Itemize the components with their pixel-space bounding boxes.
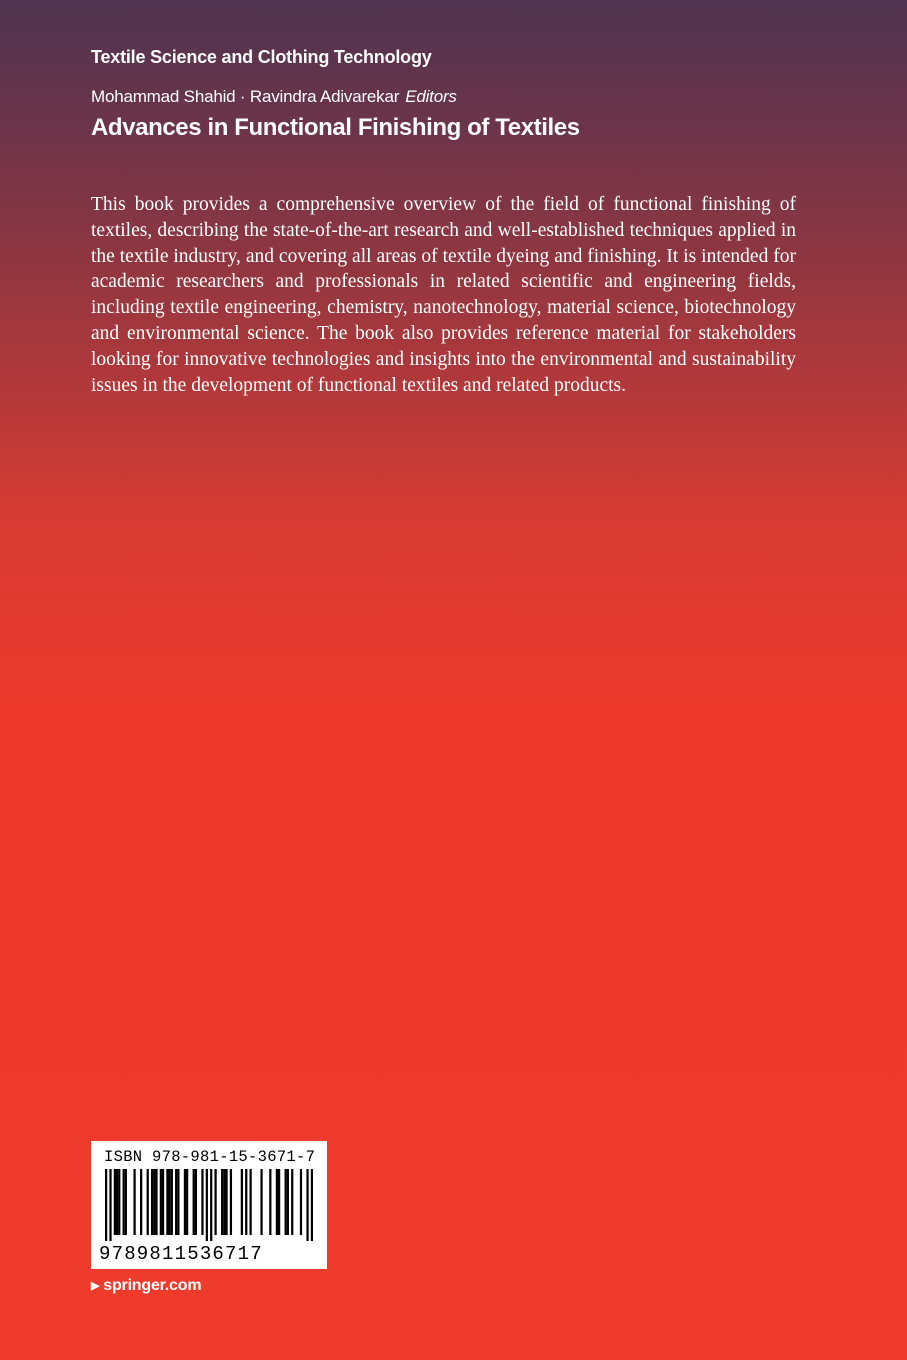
barcode-bar	[201, 1169, 203, 1235]
barcode-bar	[175, 1169, 177, 1235]
barcode-bar	[155, 1169, 157, 1235]
book-title: Advances in Functional Finishing of Textiles	[91, 114, 580, 141]
barcode-bar	[166, 1169, 168, 1235]
barcode-bar	[123, 1169, 125, 1235]
barcode-bar	[287, 1169, 289, 1235]
editors-line	[91, 87, 457, 107]
barcode-bar	[133, 1169, 135, 1235]
barcode-bar	[291, 1169, 293, 1235]
barcode-bar	[162, 1169, 164, 1235]
barcode-digits: 9789811536717	[99, 1243, 263, 1265]
publisher-link[interactable]	[91, 1277, 201, 1295]
barcode-bar	[195, 1169, 197, 1235]
barcode-bar	[116, 1169, 118, 1235]
barcode-bar	[118, 1169, 120, 1235]
barcode-bar	[140, 1169, 142, 1235]
barcode-bar	[153, 1169, 155, 1235]
barcode-bar	[223, 1169, 225, 1235]
play-arrow-icon: ▶	[91, 1280, 100, 1292]
editor-names: Mohammad Shahid · Ravindra Adivarekar	[91, 87, 400, 106]
barcode-bar	[241, 1169, 243, 1235]
barcode-bar	[221, 1169, 223, 1235]
isbn-barcode	[91, 1141, 327, 1269]
barcode-bar	[225, 1169, 227, 1235]
barcode-bar	[109, 1169, 111, 1241]
barcode-bar	[186, 1169, 188, 1235]
barcode-bar	[114, 1169, 116, 1235]
barcode-bar	[206, 1169, 208, 1241]
barcode-bars	[105, 1169, 313, 1241]
barcode-bar	[160, 1169, 162, 1235]
book-description: This book provides a comprehensive overview of the field of functional finishing of textiles, describing the state-of-the-art research and well-established techniques applied in the textile industry, and covering all areas of textile dyeing and finishing. It is intended for academic researchers and professionals in related scientific and engineering fields, including textile engineering, chemistry, nanotechnology, material science, biotechnology and environmental science. The book also provides reference material for stakeholders looking for innovative technologies and insights into the environmental and sustainability issues in the development of functional textiles and related products.	[91, 194, 796, 396]
barcode-bar	[306, 1169, 308, 1241]
barcode-bar	[184, 1169, 186, 1235]
barcode-bar	[125, 1169, 127, 1235]
editors-role: Editors	[405, 87, 457, 106]
barcode-bar	[151, 1169, 153, 1235]
barcode-bar	[210, 1169, 212, 1241]
barcode-bar	[250, 1169, 252, 1235]
barcode-bar	[168, 1169, 170, 1235]
barcode-bar	[276, 1169, 278, 1235]
barcode-bar	[177, 1169, 179, 1235]
barcode-bar	[105, 1169, 107, 1241]
barcode-bar	[311, 1169, 313, 1241]
barcode-bar	[300, 1169, 302, 1235]
barcode-bar	[214, 1169, 216, 1235]
barcode-bar	[278, 1169, 280, 1235]
barcode-bar	[193, 1169, 195, 1235]
barcode-bar	[147, 1169, 149, 1235]
barcode-bar	[230, 1169, 232, 1235]
barcode-bar	[245, 1169, 247, 1235]
publisher-url: springer.com	[103, 1277, 202, 1294]
series-title: Textile Science and Clothing Technology	[91, 47, 432, 67]
isbn-label: ISBN 978-981-15-3671-7	[104, 1148, 316, 1166]
barcode-bar	[285, 1169, 287, 1235]
barcode-bar	[269, 1169, 271, 1235]
barcode-bar	[260, 1169, 262, 1235]
barcode-bar	[171, 1169, 173, 1235]
